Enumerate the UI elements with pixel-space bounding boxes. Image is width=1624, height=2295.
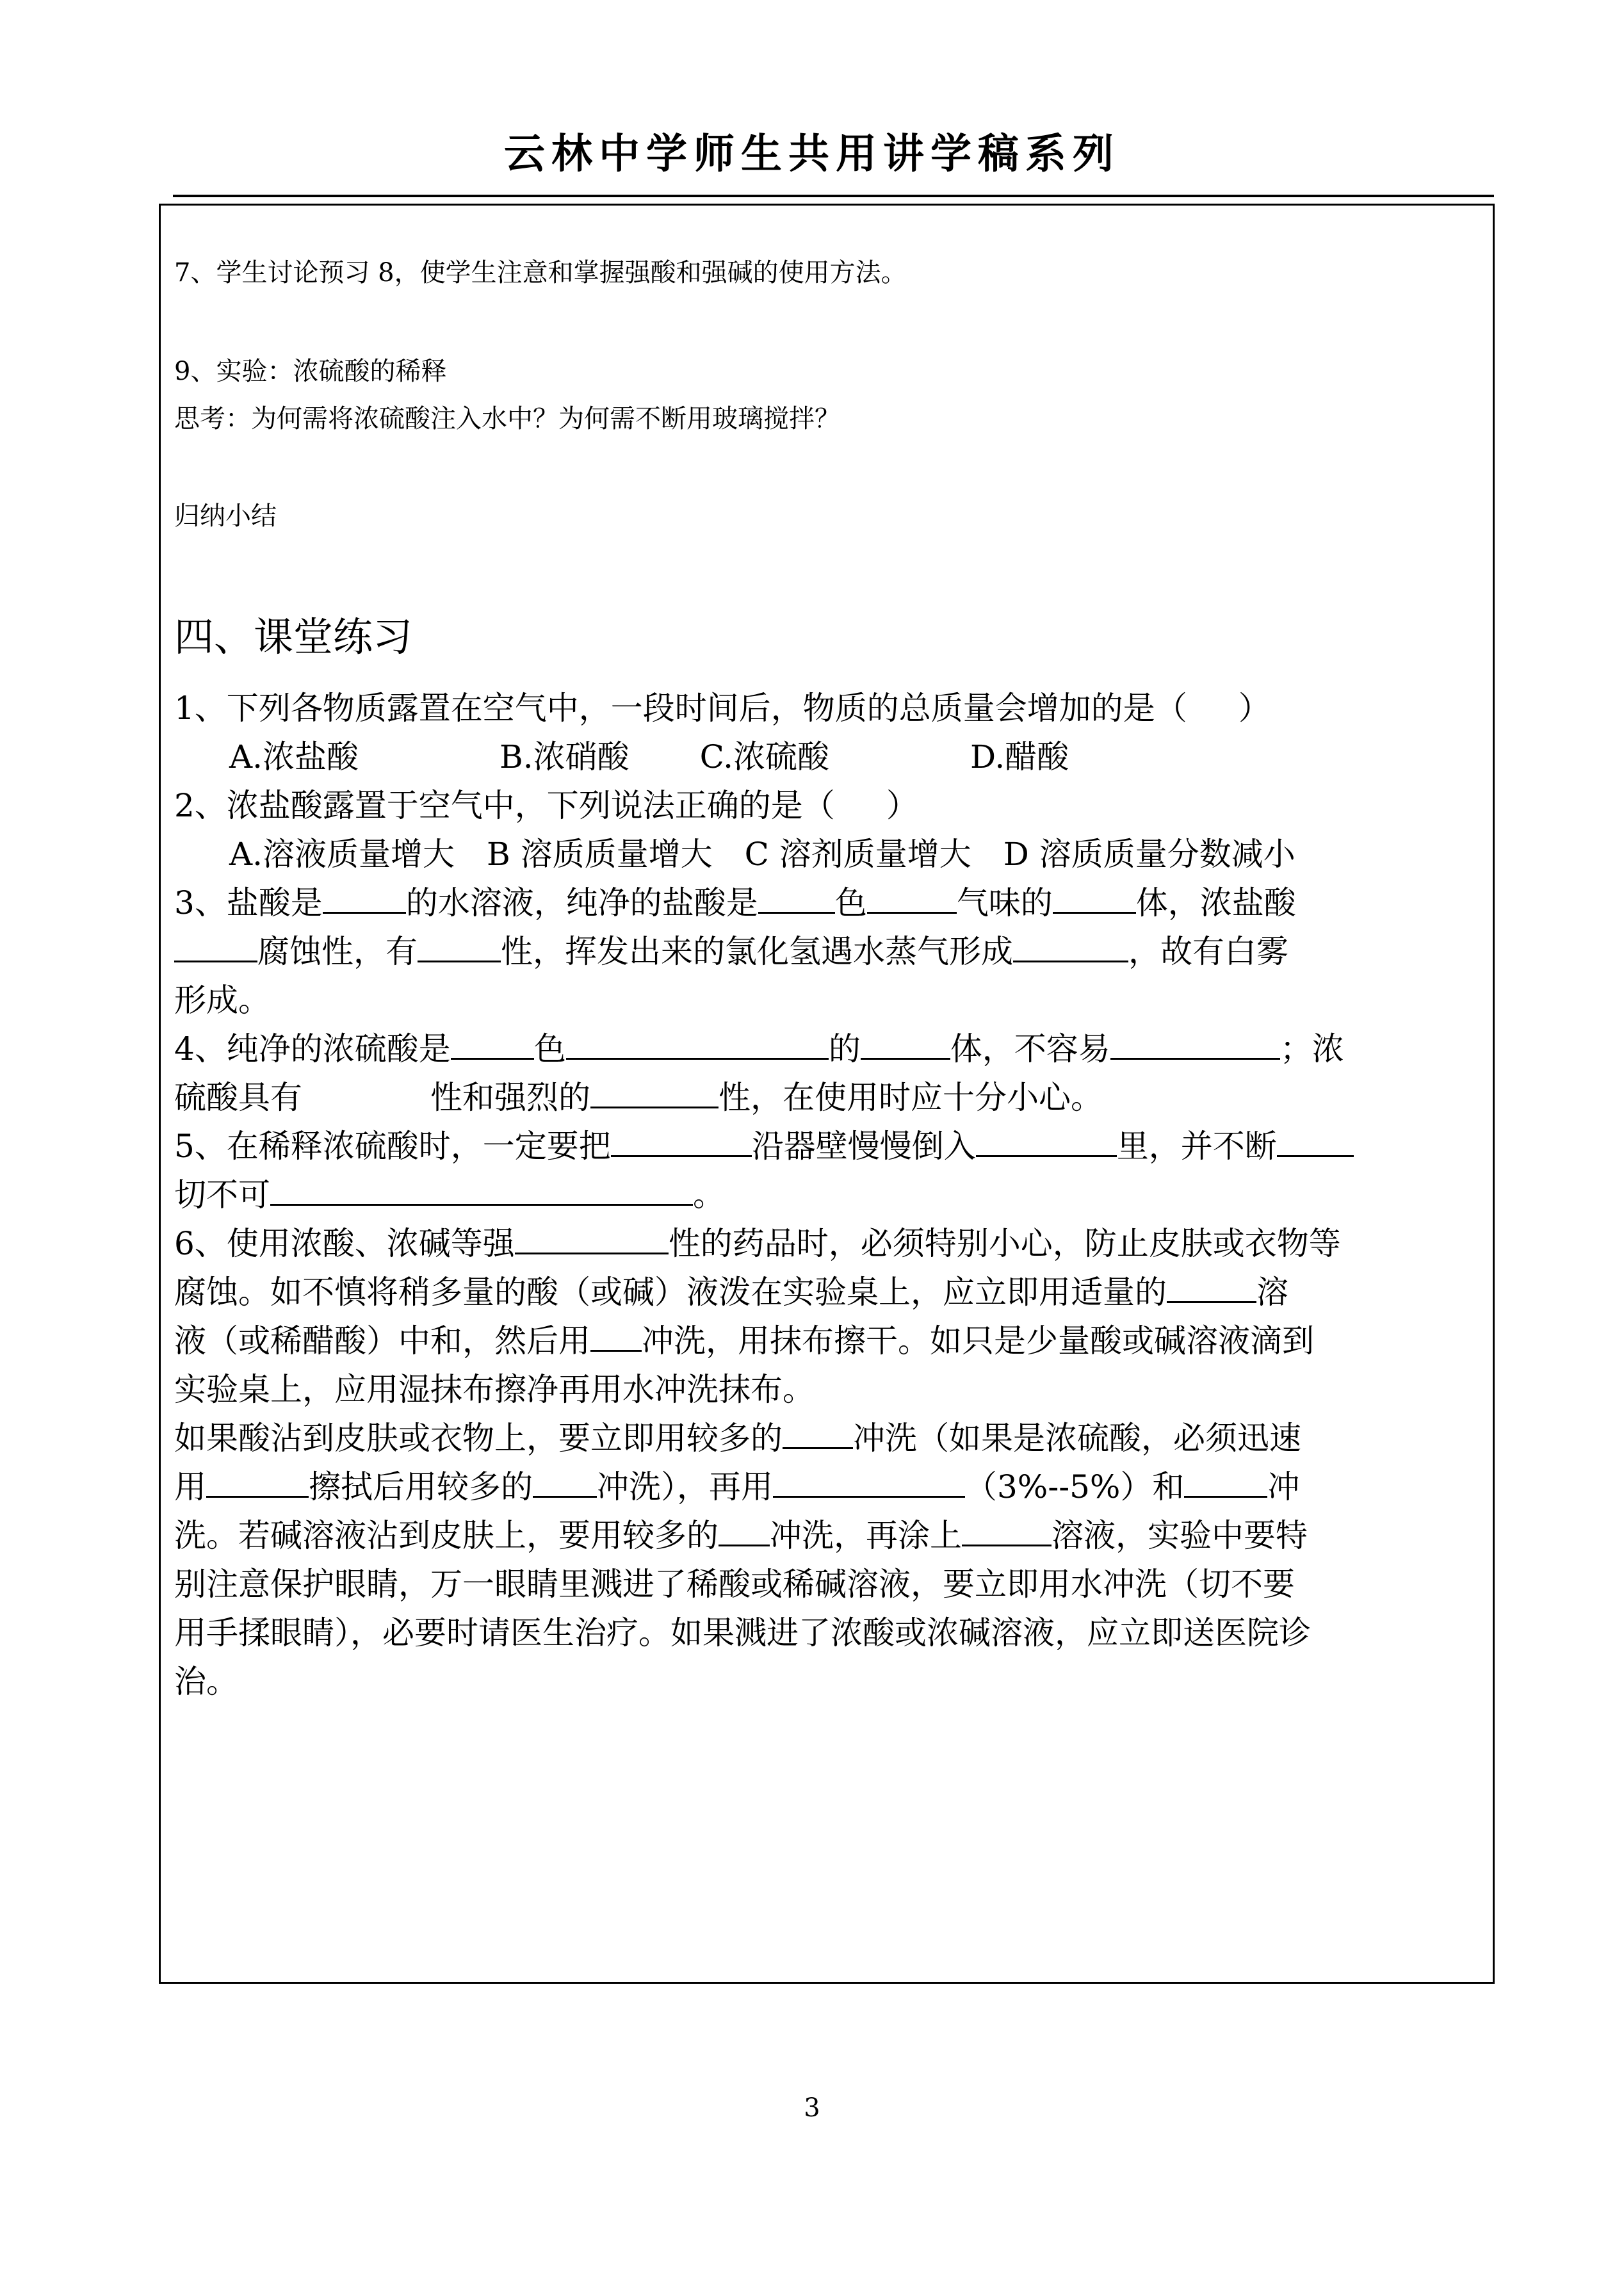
fill-blank[interactable] [783,1418,853,1449]
fill-blank[interactable] [515,1223,669,1254]
fill-blank[interactable] [566,1028,829,1060]
q6-text: 冲洗，用抹布擦干。如只是少量酸或碱溶液滴到 [642,1322,1314,1359]
q3-text: 腐蚀性，有 [257,933,418,970]
q1-close-paren: ） [1238,690,1271,727]
q6-text: 冲洗（如果是浓硫酸，必须迅速 [853,1420,1301,1457]
question-5-line-1 [174,1122,1354,1171]
fill-blank[interactable] [861,1028,950,1060]
fill-blank[interactable] [1277,1126,1354,1157]
q6-text: 冲洗），再用 [597,1468,773,1505]
q6-text: 冲洗，再涂上 [770,1517,962,1554]
q4-text: ；浓 [1279,1030,1344,1067]
q6-text: 6、使用浓酸、浓碱等强 [174,1225,515,1262]
header-rule [173,195,1494,197]
q6-text: 腐蚀。如不慎将稍多量的酸（或碱）液泼在实验桌上，应立即用适量的 [174,1274,1167,1311]
note-9-experiment: 9、实验：浓硫酸的稀释 [174,357,447,386]
question-6-line-7 [174,1511,1308,1560]
fill-blank[interactable] [206,1466,309,1498]
question-4-line-2 [174,1073,1103,1122]
question-6-line-6 [174,1463,1299,1511]
question-3-line-3: 形成。 [174,982,270,1019]
q1-stem-text: 1、下列各物质露置在空气中，一段时间后，物质的总质量会增加的是（ [174,690,1187,727]
fill-blank[interactable] [719,1515,770,1546]
question-6-line-10: 治。 [174,1663,238,1700]
q5-text: 。 [693,1176,725,1213]
fill-blank[interactable] [174,931,257,962]
q5-text: 5、在稀释浓硫酸时，一定要把 [174,1128,611,1165]
page-number: 3 [804,2093,820,2123]
q6-text: 溶液，实验中要特 [1052,1517,1308,1554]
question-6-line-9: 用手揉眼睛），必要时请医生治疗。如果溅进了浓酸或浓碱溶液，应立即送医院诊 [174,1614,1311,1651]
fill-blank[interactable] [533,1466,597,1498]
q6-text: 溶 [1256,1274,1288,1311]
question-4-line-1 [174,1025,1344,1073]
q3-text: 气味的 [956,884,1053,921]
fill-blank[interactable] [1110,1028,1280,1060]
question-1-stem [174,684,1271,733]
fill-blank[interactable] [1013,931,1128,962]
q3-text: 的水溶液，纯净的盐酸是 [405,884,758,921]
question-6-line-3 [174,1317,1314,1365]
note-7: 7、学生讨论预习 8，使学生注意和掌握强酸和强碱的使用方法。 [174,258,907,288]
question-3-line-2 [174,927,1288,976]
q1-option-a: A.浓盐酸 [229,738,359,775]
q4-text: 硫酸具有 [174,1079,302,1116]
fill-blank[interactable] [976,1126,1117,1157]
fill-blank[interactable] [418,931,501,962]
q4-text: 体，不容易 [950,1030,1110,1067]
q1-option-d: D.醋酸 [970,738,1069,775]
fill-blank[interactable] [962,1515,1052,1546]
q3-text: 色 [834,884,867,921]
note-think: 思考：为何需将浓硫酸注入水中？为何需不断用玻璃搅拌？ [174,404,840,434]
q4-text: 4、纯净的浓硫酸是 [174,1030,451,1067]
question-1-options [229,733,1069,781]
q5-text: 沿器壁慢慢倒入 [751,1128,976,1165]
fill-blank[interactable] [867,882,957,914]
q6-text: 用 [174,1468,206,1505]
question-2-stem [174,781,918,830]
q6-text: 洗。若碱溶液沾到皮肤上，要用较多的 [174,1517,719,1554]
fill-blank[interactable] [270,1174,693,1206]
q4-text: 性和强烈的 [430,1079,590,1116]
question-6-line-4: 实验桌上，应用湿抹布擦净再用水冲洗抹布。 [174,1371,815,1408]
question-5-line-2 [174,1171,725,1219]
fill-blank[interactable] [590,1320,642,1352]
q2-stem-text: 2、浓盐酸露置于空气中，下列说法正确的是（ [174,787,835,824]
note-summary: 归纳小结 [174,501,277,531]
q3-text: 性，挥发出来的氯化氢遇水蒸气形成 [501,933,1013,970]
q6-text: 冲 [1267,1468,1300,1505]
question-3-line-1 [174,879,1296,927]
q3-text: 3、盐酸是 [174,884,323,921]
q5-text: 里，并不断 [1116,1128,1277,1165]
q5-text: 切不可 [174,1176,270,1213]
question-2-options: A.溶液质量增大 B 溶质质量增大 C 溶剂质量增大 D 溶质质量分数减小 [229,836,1295,873]
page-header-title: 云林中学师生共用讲学稿系列 [504,131,1120,178]
question-6-line-1 [174,1219,1341,1268]
q4-text: 色 [533,1030,566,1067]
fill-blank[interactable] [323,882,406,914]
q4-text: 的 [828,1030,861,1067]
q1-option-c: C.浓硫酸 [699,738,830,775]
q3-text: ，故有白雾 [1128,933,1288,970]
question-6-line-2 [174,1268,1288,1317]
q3-text: 体，浓盐酸 [1135,884,1296,921]
question-6-line-8: 别注意保护眼睛，万一眼睛里溅进了稀酸或稀碱溶液，要立即用水冲洗（切不要 [174,1566,1295,1603]
q6-text: （3%--5%）和 [965,1468,1185,1505]
q6-text: 性的药品时，必须特别小心，防止皮肤或衣物等 [668,1225,1341,1262]
fill-blank[interactable] [1167,1272,1256,1303]
q6-text: 如果酸沾到皮肤或衣物上，要立即用较多的 [174,1420,783,1457]
q1-option-b: B.浓硝酸 [499,738,629,775]
q2-close-paren: ） [886,787,918,824]
q6-text: 擦拭后用较多的 [309,1468,533,1505]
fill-blank[interactable] [758,882,835,914]
fill-blank[interactable] [451,1028,534,1060]
q6-text: 液（或稀醋酸）中和，然后用 [174,1322,590,1359]
question-6-line-5 [174,1414,1301,1463]
fill-blank[interactable] [1053,882,1136,914]
q4-text: 性，在使用时应十分小心。 [719,1079,1103,1116]
section-title: 四、课堂练习 [174,613,413,660]
fill-blank[interactable] [773,1466,965,1498]
fill-blank[interactable] [590,1077,719,1108]
fill-blank[interactable] [611,1126,752,1157]
fill-blank[interactable] [1184,1466,1267,1498]
